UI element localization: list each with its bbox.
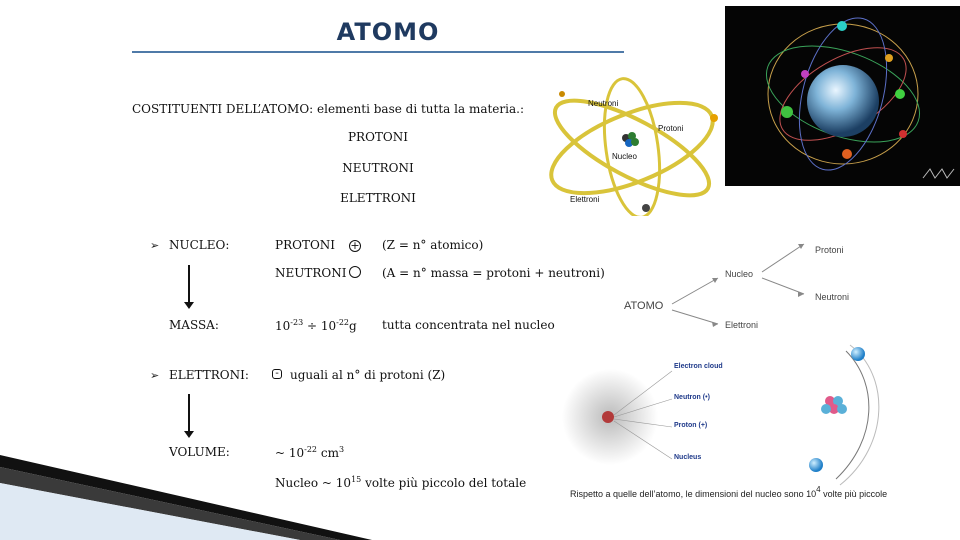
diagram1-nucleo-label: Nucleo — [612, 152, 637, 161]
nucleus-size-caption: Rispetto a quelle dell’atomo, le dimensioni del nucleo sono $10^4$ volte più piccole — [570, 485, 888, 499]
volume-value: ~ $10^{-22}$ $cm^3$ — [275, 445, 345, 460]
neutron-label: Neutron (•) — [674, 394, 710, 401]
constituent-elettroni: ELETTRONI — [340, 191, 416, 205]
nucleo-label: NUCLEO: — [169, 238, 230, 252]
constituent-protoni: PROTONI — [347, 130, 409, 144]
electron-cloud-label: Electron cloud — [674, 363, 723, 370]
elettroni-note: uguali al n° di protoni (Z) — [290, 368, 446, 382]
diagram1-protoni-label: Protoni — [658, 124, 684, 133]
bullet-arrow-icon: ➢ — [150, 369, 160, 382]
title-underline — [132, 51, 624, 53]
proton-label: Proton (+) — [674, 422, 708, 429]
atom-orbit-diagram — [540, 66, 730, 216]
tree-neutroni-label: Neutroni — [815, 292, 850, 302]
page-title: ATOMO — [336, 18, 440, 46]
tree-atomo-label: ATOMO — [624, 300, 664, 312]
massa-value: $10^{-23} \div 10^{-22}g$ — [275, 318, 357, 333]
massa-label: MASSA: — [169, 318, 219, 332]
intro-text: COSTITUENTI DELL’ATOMO: elementi base di tutta la materia.: — [132, 102, 524, 116]
atom-structure-tree — [620, 222, 860, 340]
atom-3d-image — [725, 6, 960, 186]
protoni-note: (Z = n° atomico) — [382, 238, 484, 252]
diagram1-elettroni-label: Elettroni — [570, 195, 600, 204]
decorative-swoosh — [0, 455, 380, 540]
electron-cloud-diagram — [560, 335, 960, 505]
nucleo-size-text: Nucleo ~ $10^{15}$ volte più piccolo del totale — [275, 475, 527, 490]
tree-nucleo-label: Nucleo — [725, 269, 754, 279]
bullet-arrow-icon: ➢ — [150, 239, 160, 252]
plus-charge-icon: + — [350, 239, 360, 252]
constituent-neutroni: NEUTRONI — [342, 161, 414, 175]
diagram1-neutroni-label: Neutroni — [588, 99, 619, 108]
protoni-text: PROTONI — [275, 238, 336, 252]
elettroni-label: ELETTRONI: — [169, 368, 249, 382]
minus-charge-icon: - — [272, 369, 282, 379]
nucleus-label: Nucleus — [674, 454, 702, 461]
massa-note: tutta concentrata nel nucleo — [382, 318, 555, 332]
neutroni-note: (A = n° massa = protoni + neutroni) — [382, 266, 605, 280]
neutral-charge-icon — [349, 266, 361, 278]
down-arrow-icon — [188, 394, 190, 432]
down-arrow-icon — [188, 265, 190, 303]
tree-elettroni-label: Elettroni — [725, 320, 759, 330]
neutroni-text: NEUTRONI — [275, 266, 347, 280]
tree-protoni-label: Protoni — [815, 245, 844, 255]
volume-label: VOLUME: — [169, 445, 230, 459]
